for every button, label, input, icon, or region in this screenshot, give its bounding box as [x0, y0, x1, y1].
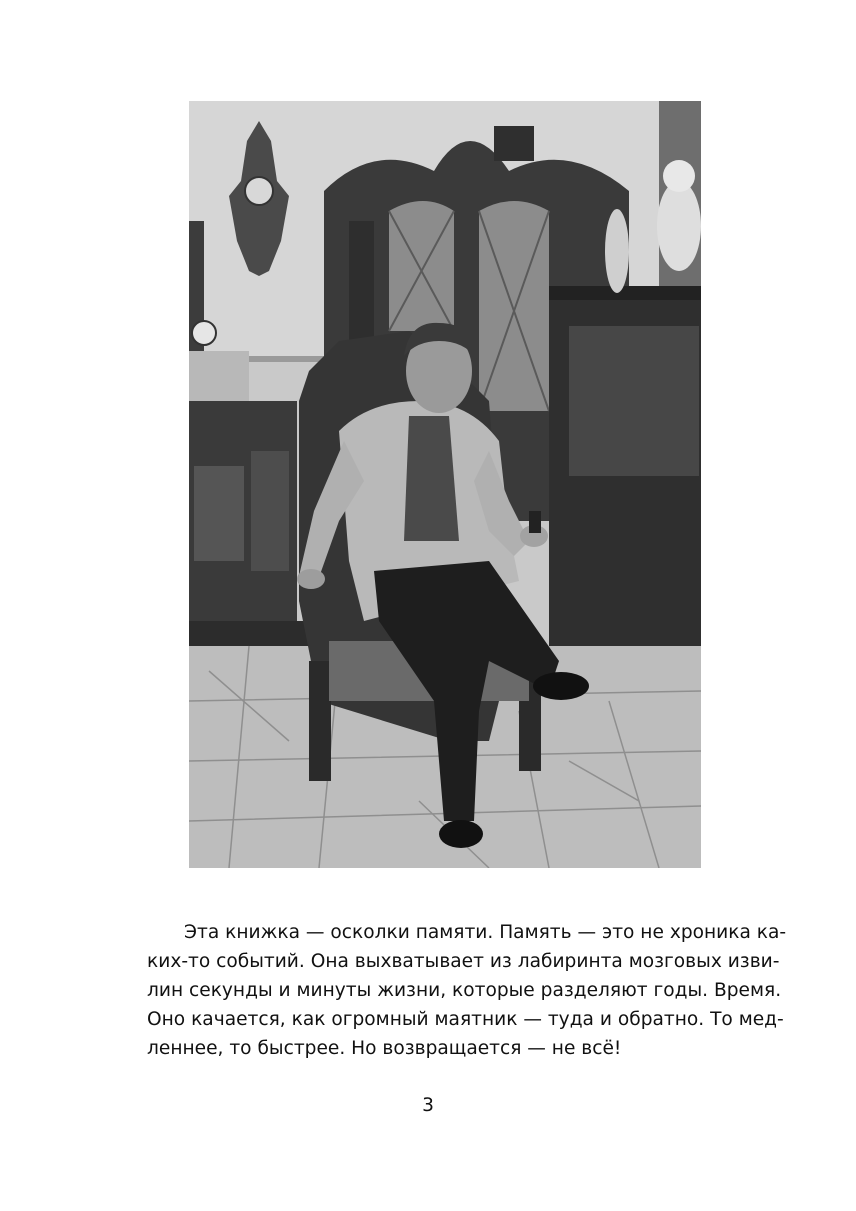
portrait-photo	[189, 101, 701, 868]
paragraph-line: Эта книжка — осколки памяти. Память — это не хроника ка-	[184, 922, 787, 943]
paragraph-line: лин секунды и минуты жизни, которые разделяют годы. Время.	[147, 980, 782, 1001]
paragraph-line: Оно качается, как огромный маятник — туда и обратно. То мед-	[147, 1009, 784, 1030]
paragraph-line: ких-то событий. Она выхватывает из лабиринта мозговых изви-	[147, 951, 780, 972]
portrait-photo-image	[189, 101, 701, 868]
body-paragraph	[147, 918, 787, 1063]
paragraph-line: леннее, то быстрее. Но возвращается — не всё!	[147, 1038, 622, 1059]
page-number: 3	[422, 1095, 434, 1116]
